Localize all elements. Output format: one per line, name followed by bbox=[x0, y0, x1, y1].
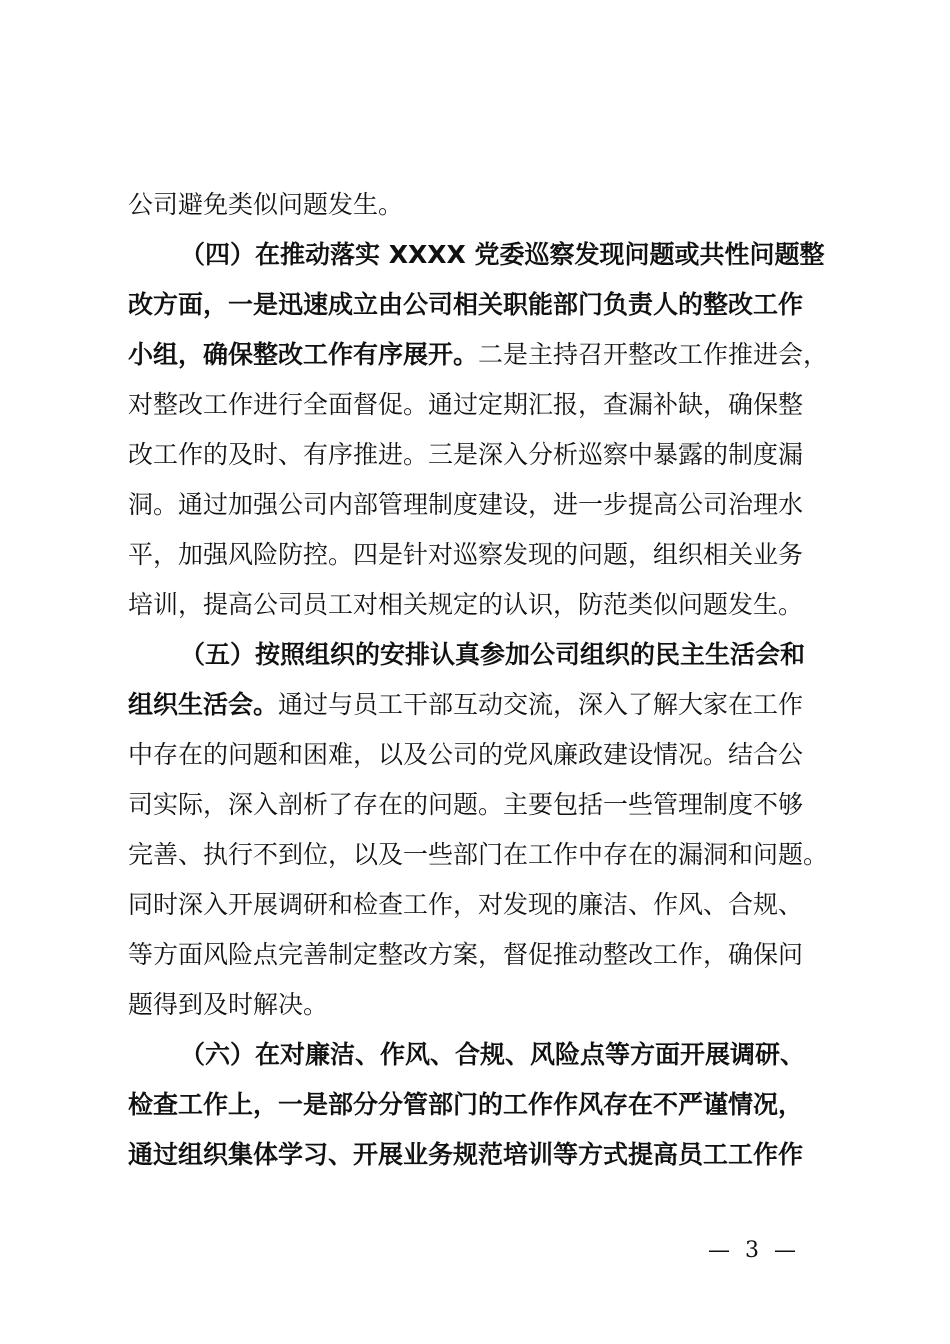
heading-line: 改方面，一是迅速成立由公司相关职能部门负责人的整改工作 bbox=[128, 290, 804, 319]
heading-line: 通过组织集体学习、开展业务规范培训等方式提高员工工作作 bbox=[128, 1140, 804, 1169]
body-line: 司实际，深入剖析了存在的问题。主要包括一些管理制度不够 bbox=[128, 790, 804, 819]
body-line: 公司避免类似问题发生。 bbox=[128, 190, 404, 219]
body-line: 中存在的问题和困难，以及公司的党风廉政建设情况。结合公 bbox=[128, 740, 804, 769]
heading-line: 小组，确保整改工作有序展开。二是主持召开整改工作推进会， bbox=[128, 340, 829, 369]
body-line: 培训，提高公司员工对相关规定的认识，防范类似问题发生。 bbox=[128, 590, 804, 619]
heading-line: （四）在推动落实 XXXX 党委巡察发现问题或共性问题整 bbox=[180, 240, 825, 269]
page-number: — 3 — bbox=[708, 1238, 800, 1263]
body-line: 等方面风险点完善制定整改方案，督促推动整改工作，确保问 bbox=[128, 940, 804, 969]
heading-line: 组织生活会。通过与员工干部互动交流，深入了解大家在工作 bbox=[128, 690, 804, 719]
heading-line: 检查工作上，一是部分分管部门的工作作风存在不严谨情况， bbox=[128, 1090, 804, 1119]
body-line: 改工作的及时、有序推进。三是深入分析巡察中暴露的制度漏 bbox=[128, 440, 804, 469]
body-line: 同时深入开展调研和检查工作，对发现的廉洁、作风、合规、 bbox=[128, 890, 804, 919]
body-line: 对整改工作进行全面督促。通过定期汇报，查漏补缺，确保整 bbox=[128, 390, 804, 419]
body-line: 完善、执行不到位，以及一些部门在工作中存在的漏洞和问题。 bbox=[128, 840, 829, 869]
heading-line: （六）在对廉洁、作风、合规、风险点等方面开展调研、 bbox=[180, 1040, 806, 1069]
body-line: 题得到及时解决。 bbox=[128, 990, 329, 1019]
heading-line: （五）按照组织的安排认真参加公司组织的民主生活会和 bbox=[180, 640, 806, 669]
body-line: 洞。通过加强公司内部管理制度建设，进一步提高公司治理水 bbox=[128, 490, 804, 519]
body-line: 平，加强风险防控。四是针对巡察发现的问题，组织相关业务 bbox=[128, 540, 804, 569]
